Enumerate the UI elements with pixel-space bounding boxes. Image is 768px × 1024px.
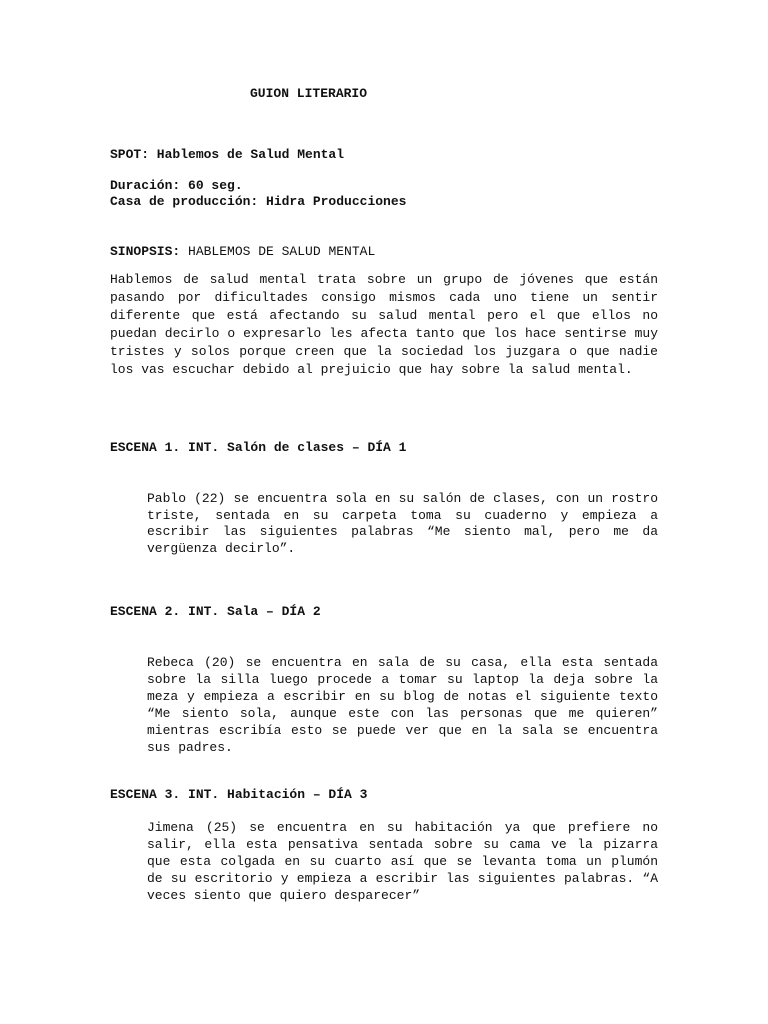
document-title: GUION LITERARIO <box>250 86 368 101</box>
scene-2-body: Rebeca (20) se encuentra en sala de su casa, ella esta sentada sobre la silla luego procede a tomar su laptop la deja sobre la meza y empieza a escribir en su blog de notas el siguiente texto “Me siento sola, aunque este con las personas que me quieren” mientras escribía esto se puede ver que en la sala se encuentra sus padres. <box>147 655 658 755</box>
scene-3-heading: ESCENA 3. INT. Habitación – DÍA 3 <box>110 787 368 802</box>
synopsis-body: Hablemos de salud mental trata sobre un grupo de jóvenes que están pasando por dificultades consigo mismos cada uno tiene un sentir diferente que está afectando su salud mental pero el que ellos no puedan decirlo o expresarlo les afecta tanto que los hace sentirse muy tristes y solos porque creen que la sociedad los juzgara o que nadie los vas escuchar debido al prejuicio que hay sobre la salud mental. <box>110 272 658 378</box>
scene-1-heading: ESCENA 1. INT. Salón de clases – DÍA 1 <box>110 440 407 455</box>
duration-line: Duración: 60 seg. <box>110 178 243 193</box>
spot-line: SPOT: Hablemos de Salud Mental <box>110 147 345 162</box>
synopsis-heading <box>110 244 375 260</box>
synopsis-heading-text: HABLEMOS DE SALUD MENTAL <box>180 244 376 259</box>
scene-2-heading: ESCENA 2. INT. Sala – DÍA 2 <box>110 604 321 619</box>
scene-3-body: Jimena (25) se encuentra en su habitación ya que prefiere no salir, ella esta pensativa sentada sobre su cama ve la pizarra que esta colgada en su cuarto así que se levanta toma un plumón de su escritorio y empieza a escribir las siguientes palabras. “A veces siento que quiero desparecer” <box>147 820 658 903</box>
production-house-line: Casa de producción: Hidra Producciones <box>110 194 407 209</box>
synopsis-label: SINOPSIS: <box>110 244 181 259</box>
scene-1-body: Pablo (22) se encuentra sola en su salón de clases, con un rostro triste, sentada en su carpeta toma su cuaderno y empieza a escribir las siguientes palabras “Me siento mal, pero me da vergüenza decirlo”. <box>147 491 658 556</box>
